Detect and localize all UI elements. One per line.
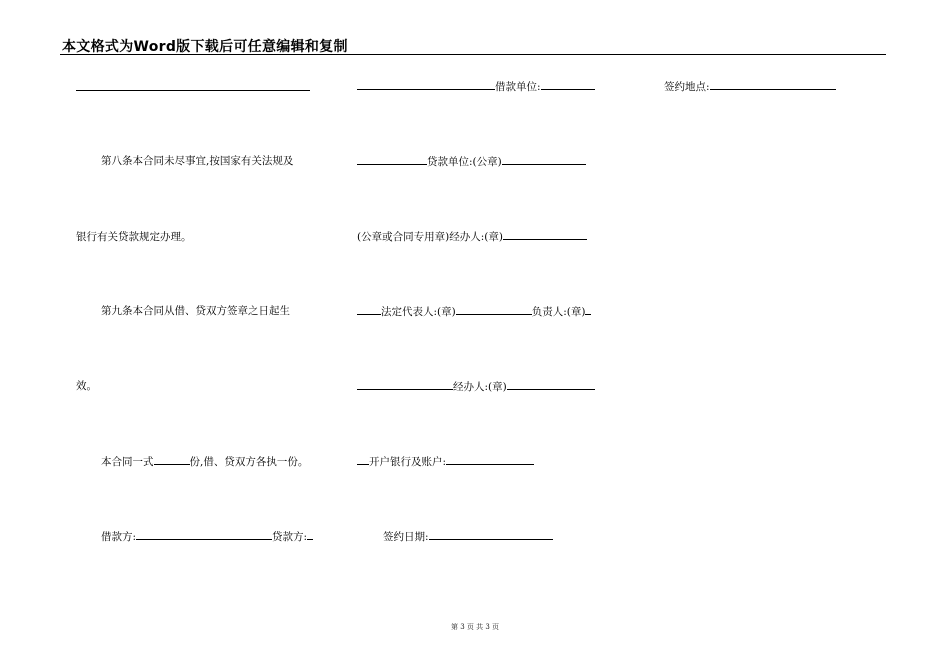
- handler-label: 经办人:(章): [453, 381, 507, 393]
- sign-date-label: 签约日期:: [383, 531, 429, 543]
- signatories-line: [101, 529, 313, 544]
- handler-line: [357, 379, 595, 394]
- seal-handler-line: [357, 229, 587, 244]
- sign-date-line: [383, 529, 553, 544]
- borrower-label: 借款方:: [101, 531, 137, 543]
- lender-label: 贷款方:: [272, 531, 308, 543]
- article-9-line-2: 效。: [76, 380, 97, 392]
- lender-unit-line: [357, 154, 586, 169]
- copies-prefix: 本合同一式: [101, 456, 154, 468]
- page-header-title: 本文格式为Word版下载后可任意编辑和复制: [62, 39, 348, 55]
- legal-rep-label: 法定代表人:(章): [381, 306, 456, 318]
- seal-handler-label: (公章或合同专用章)经办人:(章): [357, 231, 503, 243]
- blank-line-top-left: [76, 80, 310, 95]
- legal-rep-line: [357, 304, 591, 319]
- sign-place-label: 签约地点:: [664, 81, 710, 93]
- lender-unit-label: 贷款单位:(公章): [427, 156, 502, 168]
- copies-blank: [154, 454, 190, 465]
- article-8-line-1: 第八条本合同未尽事宜,按国家有关法规及: [101, 155, 294, 167]
- page-number-footer: 第 3 页 共 3 页: [450, 623, 500, 631]
- bank-account-line: [357, 454, 534, 469]
- borrower-blank: [136, 529, 272, 540]
- bank-account-label: 开户银行及账户:: [369, 456, 447, 468]
- header-rule: [60, 54, 886, 55]
- sign-place-line: [664, 79, 836, 94]
- responsible-label: 负责人:(章): [531, 306, 586, 318]
- article-9-line-1: 第九条本合同从借、贷双方签章之日起生: [101, 305, 290, 317]
- lender-blank: [307, 529, 313, 540]
- copies-suffix: 份,借、贷双方各执一份。: [189, 456, 309, 468]
- borrower-unit-line: [357, 79, 595, 94]
- copies-clause: [101, 454, 308, 469]
- article-8-line-2: 银行有关贷款规定办理。: [76, 231, 192, 243]
- borrower-unit-label: 借款单位:: [495, 81, 541, 93]
